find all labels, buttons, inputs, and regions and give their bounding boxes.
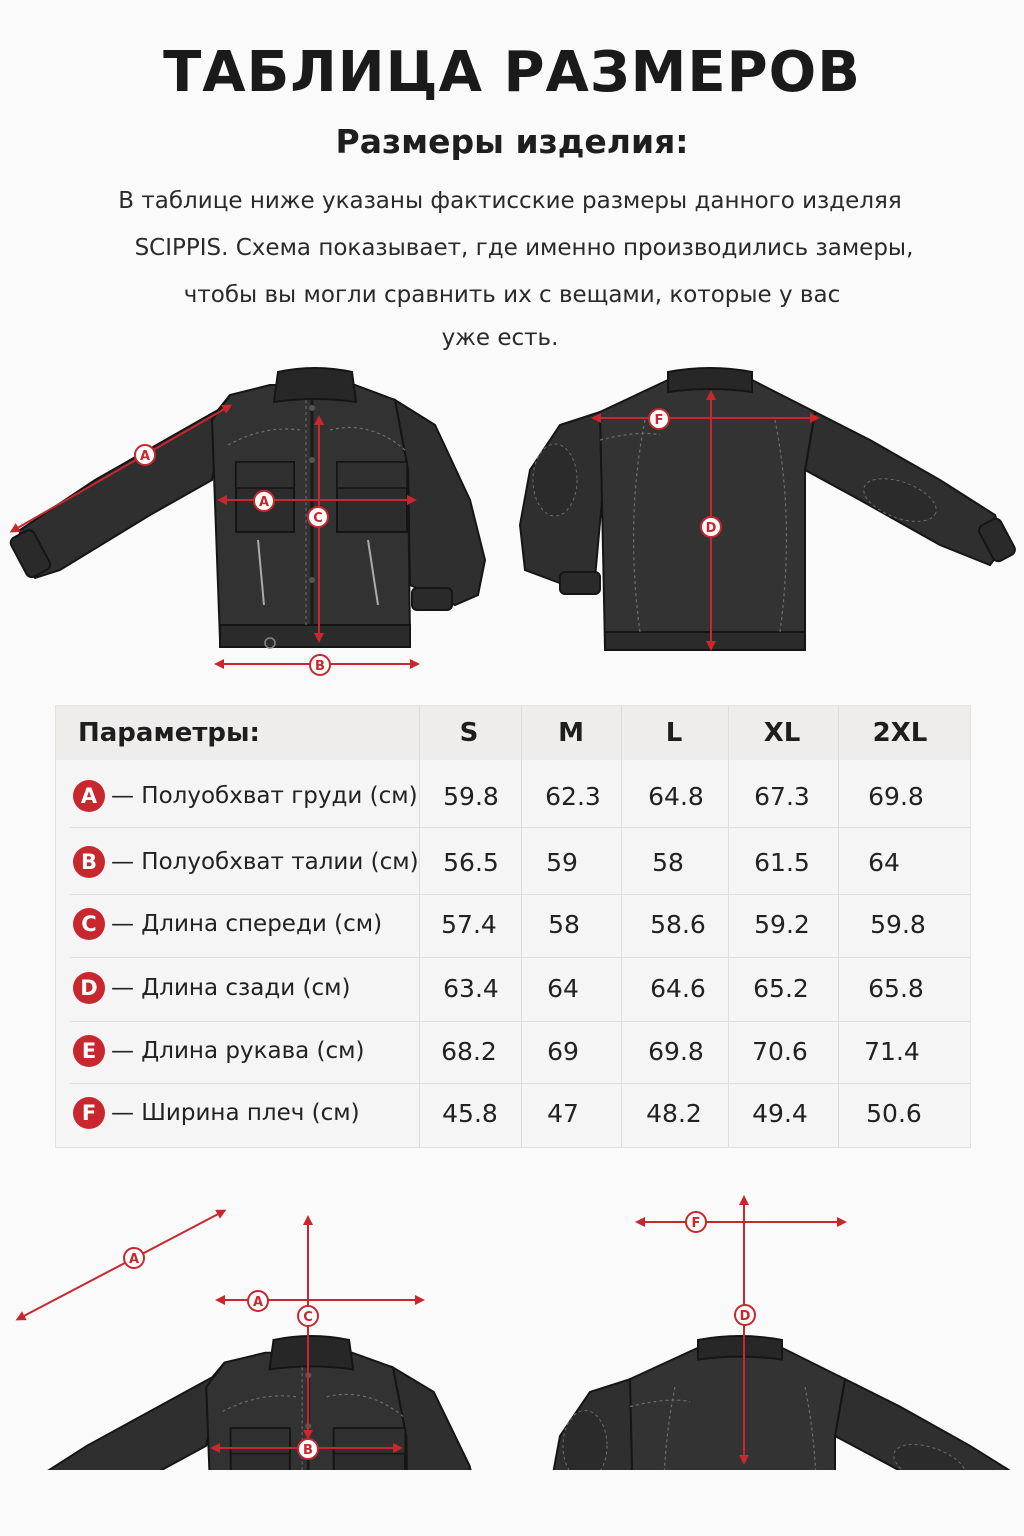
svg-text:B: B — [315, 659, 325, 674]
marker-b — [298, 1439, 318, 1459]
row-label: — Длина спереди (см) — [111, 911, 383, 937]
table-row — [56, 1020, 970, 1083]
svg-text:A: A — [128, 1252, 140, 1267]
marker-d — [701, 517, 721, 537]
row-label: — Полуобхват талии (см) — [111, 849, 419, 875]
value-cell: 69.8 — [868, 782, 924, 811]
value-cell: 59 — [546, 848, 578, 877]
svg-text:B: B — [303, 1443, 313, 1458]
front-jacket-illustration — [9, 368, 485, 648]
row-marker-f: F — [73, 1097, 105, 1129]
marker-f — [649, 409, 669, 429]
value-cell: 68.2 — [441, 1037, 497, 1066]
svg-text:D: D — [739, 1309, 751, 1324]
value-cell: 65.8 — [868, 974, 924, 1003]
marker-b — [310, 655, 330, 675]
marker-a-sleeve — [135, 445, 155, 465]
value-cell: 48.2 — [646, 1099, 702, 1128]
marker-a-chest — [254, 491, 274, 511]
table-row — [56, 831, 970, 894]
marker-a-sleeve — [124, 1248, 144, 1268]
page-title: ТАБЛИЦА РАЗМЕРОВ — [163, 40, 861, 105]
svg-text:C: C — [303, 1310, 313, 1325]
value-cell: 64.8 — [648, 782, 704, 811]
value-cell: 70.6 — [752, 1037, 808, 1066]
header-params: Параметры: — [78, 718, 260, 748]
svg-text:A: A — [258, 495, 270, 510]
value-cell: 58 — [652, 848, 684, 877]
intro-line-4: уже есть. — [441, 325, 559, 351]
value-cell: 64.6 — [650, 974, 706, 1003]
header-size-s: S — [459, 718, 479, 748]
marker-f — [686, 1212, 706, 1232]
size-table — [55, 705, 971, 1148]
row-label: — Полуобхват груди (см) — [111, 783, 418, 809]
value-cell: 49.4 — [752, 1099, 808, 1128]
value-cell: 47 — [547, 1099, 579, 1128]
header-size-2xl: 2XL — [872, 718, 928, 748]
page-subtitle: Размеры изделия: — [335, 122, 689, 161]
svg-text:D: D — [705, 521, 717, 536]
header-size-l: L — [665, 718, 683, 748]
diagram-top — [0, 355, 1024, 685]
value-cell: 57.4 — [441, 910, 497, 939]
value-cell: 64 — [868, 848, 900, 877]
svg-text:A: A — [139, 449, 151, 464]
value-cell: 50.6 — [866, 1099, 922, 1128]
table-row — [56, 1082, 970, 1145]
value-cell: 56.5 — [443, 848, 499, 877]
diagram-bottom — [0, 1170, 1024, 1470]
row-marker-e: E — [73, 1035, 105, 1067]
value-cell: 61.5 — [754, 848, 810, 877]
measure-line-sleeve — [20, 1212, 222, 1318]
header-size-m: M — [558, 718, 584, 748]
header-size-xl: XL — [763, 718, 801, 748]
value-cell: 58.6 — [650, 910, 706, 939]
row-marker-b: B — [73, 846, 105, 878]
intro-line-2: SCIPPIS. Схема показывает, где именно производились замеры, — [134, 235, 914, 261]
value-cell: 69 — [547, 1037, 579, 1066]
value-cell: 71.4 — [864, 1037, 920, 1066]
front-jacket-illustration — [0, 1336, 485, 1470]
value-cell: 59.8 — [443, 782, 499, 811]
intro-line-1: В таблице ниже указаны фактисские размеры данного изделяя — [118, 188, 902, 214]
marker-c — [298, 1306, 318, 1326]
table-row — [56, 765, 970, 828]
value-cell: 59.2 — [754, 910, 810, 939]
table-row — [56, 957, 970, 1020]
value-cell: 67.3 — [754, 782, 810, 811]
value-cell: 62.3 — [545, 782, 601, 811]
svg-text:A: A — [252, 1295, 264, 1310]
marker-a-chest — [248, 1291, 268, 1311]
value-cell: 45.8 — [442, 1099, 498, 1128]
table-header — [56, 706, 970, 760]
marker-c — [308, 507, 328, 527]
row-label: — Длина сзади (см) — [111, 975, 351, 1001]
table-row — [56, 893, 970, 956]
row-marker-c: C — [73, 908, 105, 940]
svg-text:F: F — [654, 413, 664, 428]
back-jacket-illustration — [520, 368, 1017, 650]
value-cell: 58 — [548, 910, 580, 939]
value-cell: 63.4 — [443, 974, 499, 1003]
svg-text:C: C — [313, 511, 323, 526]
row-marker-a: A — [73, 780, 105, 812]
value-cell: 65.2 — [753, 974, 809, 1003]
value-cell: 59.8 — [870, 910, 926, 939]
value-cell: 64 — [547, 974, 579, 1003]
marker-d — [735, 1305, 755, 1325]
row-label: — Ширина плеч (см) — [111, 1100, 360, 1126]
row-label: — Длина рукава (см) — [111, 1038, 365, 1064]
intro-line-3: чтобы вы могли сравнить их с вещами, которые у вас — [183, 282, 841, 308]
value-cell: 69.8 — [648, 1037, 704, 1066]
row-marker-d: D — [73, 972, 105, 1004]
back-jacket-illustration — [550, 1336, 1024, 1470]
svg-text:F: F — [691, 1216, 701, 1231]
